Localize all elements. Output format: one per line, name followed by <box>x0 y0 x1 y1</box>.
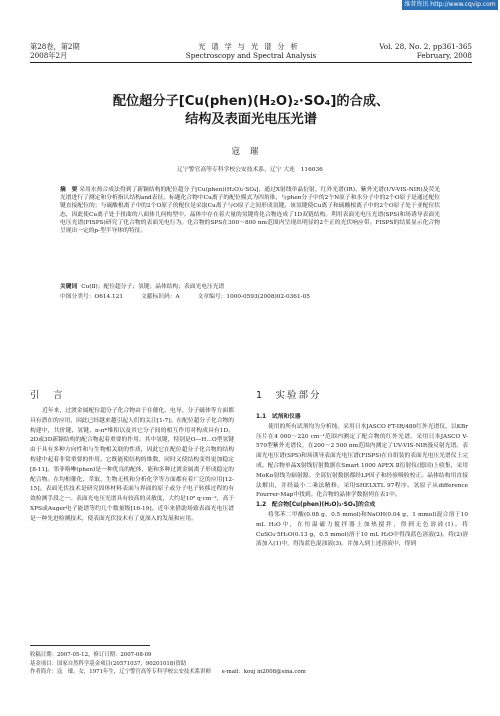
watermark: 维普资讯 http://www.cqvip.com <box>402 0 498 10</box>
intro-body <box>30 407 234 525</box>
title-line-1: 配位超分子[Cu(phen)(H₂O)₂·SO₄]的合成、 <box>112 94 390 109</box>
intro-heading: 引 言 <box>30 390 65 401</box>
subsection-synthesis-heading: 1.2 配合物[Cu(phen)(H₂O)₂·SO₄]的合成 <box>256 502 376 509</box>
abstract-label: 摘 要 <box>60 187 78 193</box>
keywords-text: Cu(Ⅱ)；配位超分子；氢键；晶体结构；表面光电压光谱 <box>81 284 225 290</box>
footnote-fund: 基金项目：国家自然科学基金项目(20571037，90201018)资助 <box>30 660 187 667</box>
keywords-label: 关键词 <box>60 284 78 290</box>
classification-meta <box>60 292 440 302</box>
author-name: 寇璀 <box>231 147 269 157</box>
journal-name-zh: 光谱学与光谱分析 <box>198 42 304 51</box>
journal-header <box>30 42 472 72</box>
keywords-block <box>60 282 440 302</box>
footnote-author-bio: 作者简介：寇 璀，女，1971年生，辽宁警官高等专科学校公安技术系讲师 e-mail：kouj in2008@sina.com <box>30 669 306 675</box>
footnote-received: 收稿日期：2007-05-12，修订日期：2007-08-09 <box>30 652 152 658</box>
article-title <box>30 93 472 129</box>
abstract-text: 采用水热合成法得到了新颖结构的配位超分子[Cu(phen)(H₂O)₂·SO₄]，通过X射线单晶衍射、红外光谱(IR)、紫外光谱(UV-VIS-NIR)及荧光光谱进行了测定和分析指认结构and表征。标题化合物中Cu离子的配位模式为四角锥，与phen分子中的2个N原子和水分子中的2个O原子是通过配位键直接配位的；与硫酸根离子中的2个O原子的配位是采取Cu离子与O原子之间形成氢键。该氢键使Cu离子和硫酸根离子中的2个O原子处于亚配位状态，因此使Cu离子处于扭曲的八面体几何构型中。晶体中存在着大量的氢键将化合物连成了1D双链结构。利用表面光电压光谱(SPS)和场诱导表面光电压光谱(FISPS)研究了化合物的表面光电行为。化合物的SPS在300～800 nm范围内呈现出明显的2个正的光伏响应带。FISPS的结果显示化合物呈现出一定的p-型半导体的特征。 <box>60 187 441 235</box>
keywords <box>60 282 440 292</box>
issue-volume-en: Vol. 28, No. 2, pp361-365 <box>379 42 472 51</box>
experimental-heading: 1 实验部分 <box>256 390 322 401</box>
title-line-2: 结构及表面光电压光谱 <box>185 112 317 127</box>
subsection-reagents-heading: 1.1 试剂和仪器 <box>256 414 301 420</box>
issue-date: 2008年2月 <box>30 51 68 60</box>
document-code: 文献标识码：A <box>141 294 180 300</box>
abstract <box>60 186 440 235</box>
intro-paragraph: 近年来，过渡金属配位超分子化合物由于在催化、电导、分子磁体等方面都具有潜在的应用，因此已经越来越引起人们的关注[1-7]。在配位超分子化合物的构建中，共价键、氢键、π-π*堆积以及其它分子间的相互作用对构成具有1D、2D或3D新颖结构的配合物起着重要的作用。其中氢键，特别是O—H…O型氢键由于具有多种方向性和与生物相关联的性质，因此它在配位超分子化合物的结构构建中起着非常重要的作用。它既能使结构的维数，同时又使结构变得更加稳定[8-11]。邻菲咯啉(phen)是一种优良的配体，能和多种过渡金属离子形成稳定的配合物。在均相催化、萃取、生物无机和分析化学等方面都有着广泛的应用[12-15]。表面光伏技术是研究固体材料表面与界面的原子或分子电子转移过程的有效检测手段之一。表面光电压光谱具有较高的灵敏度，大约是10⁸ q·cm⁻²，高于XPS或Auger电子能谱等约几个数量级[16-19]。近年来借助场致表面光电压谱是一种先进检测技术，使表面光伏技术有了更深入的发展和应用。 <box>30 408 234 522</box>
footnote-rule <box>30 645 150 646</box>
clc-number: 中图分类号：O614.121 <box>60 294 123 300</box>
experimental-body <box>256 413 468 550</box>
issue-info-en <box>379 42 472 60</box>
footnote <box>30 651 472 677</box>
subsection-reagents-text: 使用的所有试剂均为分析纯。采用日本JASCO FT-IR/480红外光谱仪，以KBr压片在4 000～220 cm⁻¹范围内测定了配合物的红外光谱。采用日本JASCO V-570型紫外光谱仪，在200～2 500 nm范围内测定了UV-VIS-NIR漫反射光谱。表面光电压谱(SPS)和场诱导表面光电压谱(FISPS)在自组装的表面光电压光谱仪上完成。配合物单晶X射线衍射数据在Smart 1000 APEX Ⅱ衍射仪(德国)上收集，采用MoKα射线为辐射源。全部衍射数据都经LP因子和经验吸收校正。晶体结构用直接法解出，并经最小二乘法精修。采用SHELXTL 97程序。氢原子从difference Fourrer-Map中找到。化合物的晶体学数据列在表1中。 <box>256 423 468 499</box>
article-number: 文章编号：1000-0593(2008)02-0361-05 <box>197 294 310 300</box>
issue-date-en: February, 2008 <box>416 51 472 60</box>
issue-volume: 第28卷，第2期 <box>30 42 80 51</box>
journal-name-en: Spectroscopy and Spectral Analysis <box>185 51 317 60</box>
subsection-synthesis-text: 将邻苯二甲酸(0.08 g，0.5 mmol)和NaOH(0.04 g，1 mmol)混合溶于10 mL H₂O中，在恒温磁力搅拌器上加热搅拌，得到无色溶液(1)。将CuSO₄·5H₂O(0.13 g，0.5 mmol)溶于10 mL H₂O中得浅蓝色溶液(2)。将(2)溶液加入(1)中，得浅蓝色混浊液(3)。并加入到上述溶液中，得到 <box>256 511 468 548</box>
header-rule <box>30 62 472 63</box>
author-affiliation: 辽宁警官高等专科学校公安技术系，辽宁 大连 116036 <box>177 167 323 173</box>
